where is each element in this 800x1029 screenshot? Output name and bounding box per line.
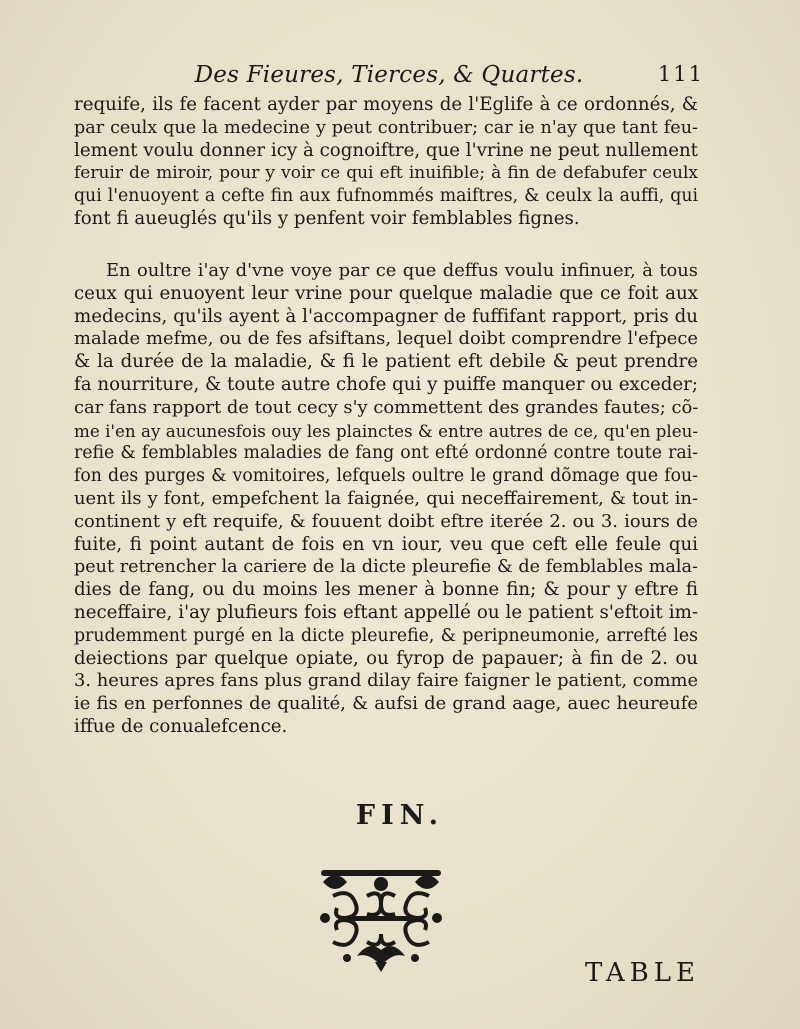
text-line: car fans rapport de tout cecy s'y commettent des grandes fautes; cõ-	[74, 396, 699, 418]
text-line: me i'en ay aucunesfois ouy les plainctes & entre autres de ce, qu'en pleu-	[74, 420, 698, 441]
fin-heading: FIN.	[355, 800, 445, 831]
page-number: 111	[657, 62, 704, 86]
text-line: continent y eft requife, & fouuent doibt eftre iterée 2. ou 3. iours de	[74, 510, 698, 532]
page-header	[74, 62, 704, 96]
paragraph-1	[74, 94, 698, 231]
text-line: lement voulu donner icy à cognoiftre, que l'vrine ne peut nullement	[74, 139, 698, 161]
text-line: font fi aueuglés qu'ils y penfent voir femblables fignes.	[74, 207, 580, 229]
text-line: fa nourriture, & toute autre chofe qui y puiffe manquer ou exceder;	[74, 373, 698, 395]
running-title: Des Fieures, Tierces, & Quartes.	[194, 62, 584, 88]
text-line: ie fis en perfonnes de qualité, & aufsi de grand aage, auec heureufe	[74, 693, 698, 715]
fleuron-ornament-icon	[313, 862, 449, 974]
text-line: dies de fang, ou du moins les mener à bonne fin; & pour y eftre fi	[74, 579, 698, 601]
text-line: requife, ils fe facent ayder par moyens de l'Eglife à ce ordonnés, &	[74, 94, 698, 115]
text-line: ceux qui enuoyent leur vrine pour quelque maladie que ce foit aux	[74, 282, 698, 304]
text-line: iffue de conualefcence.	[74, 715, 288, 737]
text-line: fon des purges & vomitoires, lefquels oultre le grand dõmage que fou-	[74, 466, 698, 487]
text-line: & la durée de la maladie, & fi le patient eft debile & peut prendre	[74, 351, 698, 373]
text-line: medecins, qu'ils ayent à l'accompagner de fuffifant rapport, pris du	[74, 305, 698, 327]
paragraph-2	[74, 260, 698, 739]
text-line: malade mefme, ou de fes afsiftans, lequel doibt comprendre l'efpece	[74, 328, 698, 350]
text-line: feruir de miroir, pour y voir ce qui eft inuifible; à fin de defabufer ceulx	[74, 163, 698, 184]
text-line: neceffaire, i'ay plufieurs fois eftant appellé ou le patient s'eftoit im-	[74, 601, 698, 623]
text-line: 3. heures apres fans plus grand dilay faire faigner le patient, comme	[74, 670, 699, 692]
text-line: qui l'enuoyent a cefte fin aux fufnommés maiftres, & ceulx la auffi, qui	[74, 186, 698, 207]
text-line: peut retrencher la cariere de la dicte pleurefie & de femblables mala-	[74, 557, 698, 578]
catchword: TABLE	[584, 958, 700, 988]
text-line: fuite, fi point autant de fois en vn iour, veu que ceft elle feule qui	[74, 533, 698, 555]
text-line: En oultre i'ay d'vne voye par ce que deffus voulu infinuer, à tous	[106, 260, 698, 281]
text-line: deiections par quelque opiate, ou fyrop de papauer; à fin de 2. ou	[74, 647, 698, 669]
text-line: par ceulx que la medecine y peut contribuer; car ie n'ay que tant feu-	[74, 117, 698, 138]
text-line: prudemment purgé en la dicte pleurefie, & peripneumonie, arrefté les	[74, 625, 698, 646]
text-line: uent ils y font, empefchent la faignée, qui neceffairement, & tout in-	[74, 487, 698, 509]
text-line: refie & femblables maladies de fang ont efté ordonné contre toute rai-	[74, 443, 698, 464]
